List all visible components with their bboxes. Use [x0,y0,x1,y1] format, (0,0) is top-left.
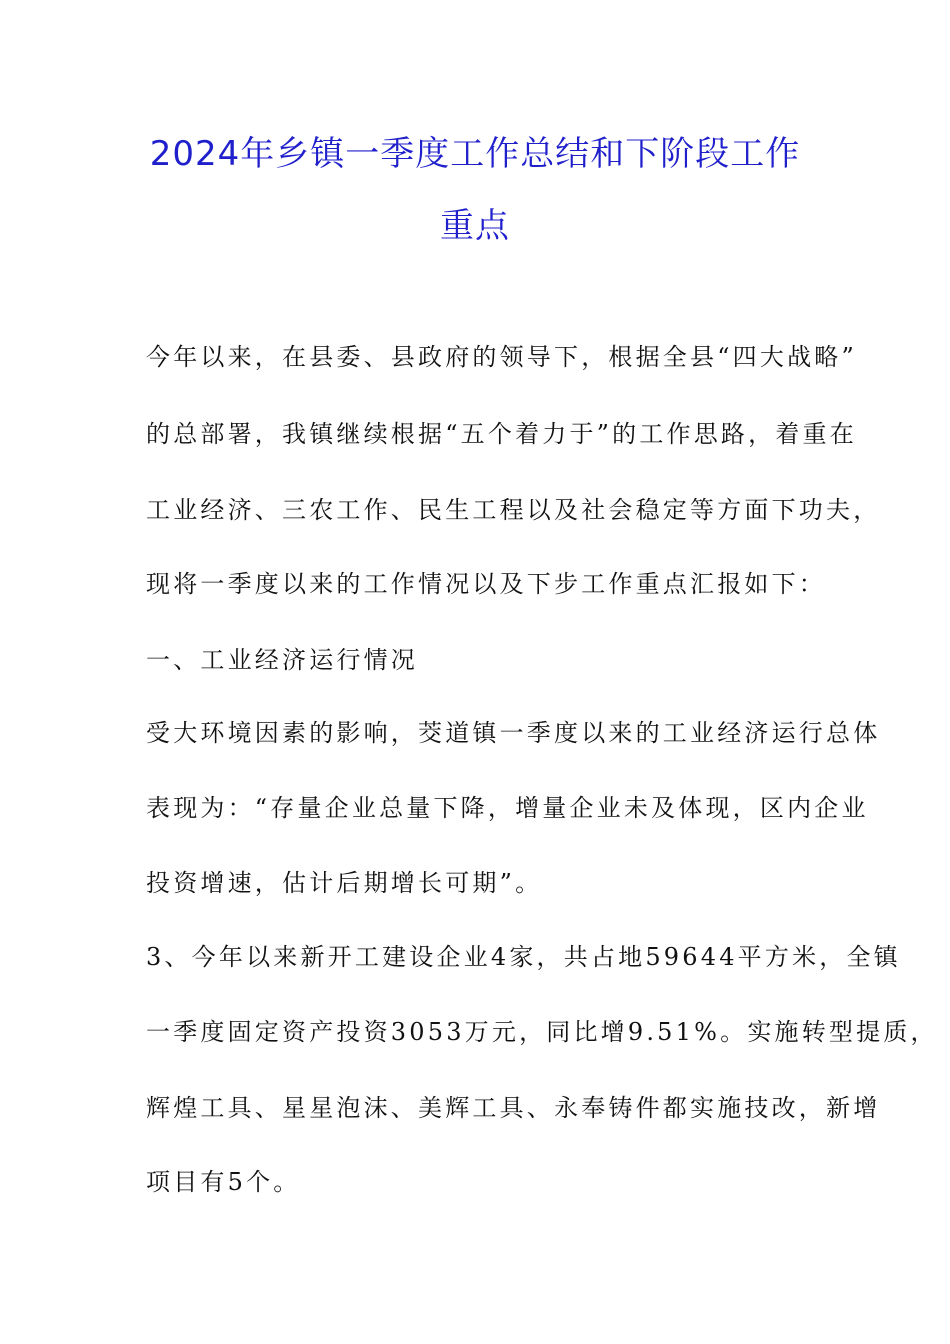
body-line-11: 项目有5个。 [146,1168,301,1196]
body-line-4: 现将一季度以来的工作情况以及下步工作重点汇报如下： [146,570,826,598]
body-line-1: 今年以来，在县委、县政府的领导下，根据全县“四大战略” [146,343,857,371]
document-title-line-2: 重点 [440,206,510,246]
body-line-10: 辉煌工具、星星泡沫、美辉工具、永奉铸件都实施技改，新增 [146,1094,881,1122]
body-line-5: 受大环境因素的影响，茭道镇一季度以来的工业经济运行总体 [146,719,881,747]
body-line-6: 表现为：“存量企业总量下降，增量企业未及体现，区内企业 [146,794,869,822]
document-title-line-1: 2024年乡镇一季度工作总结和下阶段工作 [149,134,801,174]
body-line-8: 3、今年以来新开工建设企业4家，共占地59644平方米，全镇 [146,943,901,971]
body-line-9: 一季度固定资产投资3053万元，同比增9.51%。实施转型提质， [146,1018,938,1046]
body-line-2: 的总部署，我镇继续根据“五个着力于”的工作思路，着重在 [146,420,857,448]
section-heading: 一、工业经济运行情况 [146,646,418,674]
body-line-3: 工业经济、三农工作、民生工程以及社会稳定等方面下功夫， [146,496,881,524]
body-line-7: 投资增速，估计后期增长可期”。 [146,869,543,897]
